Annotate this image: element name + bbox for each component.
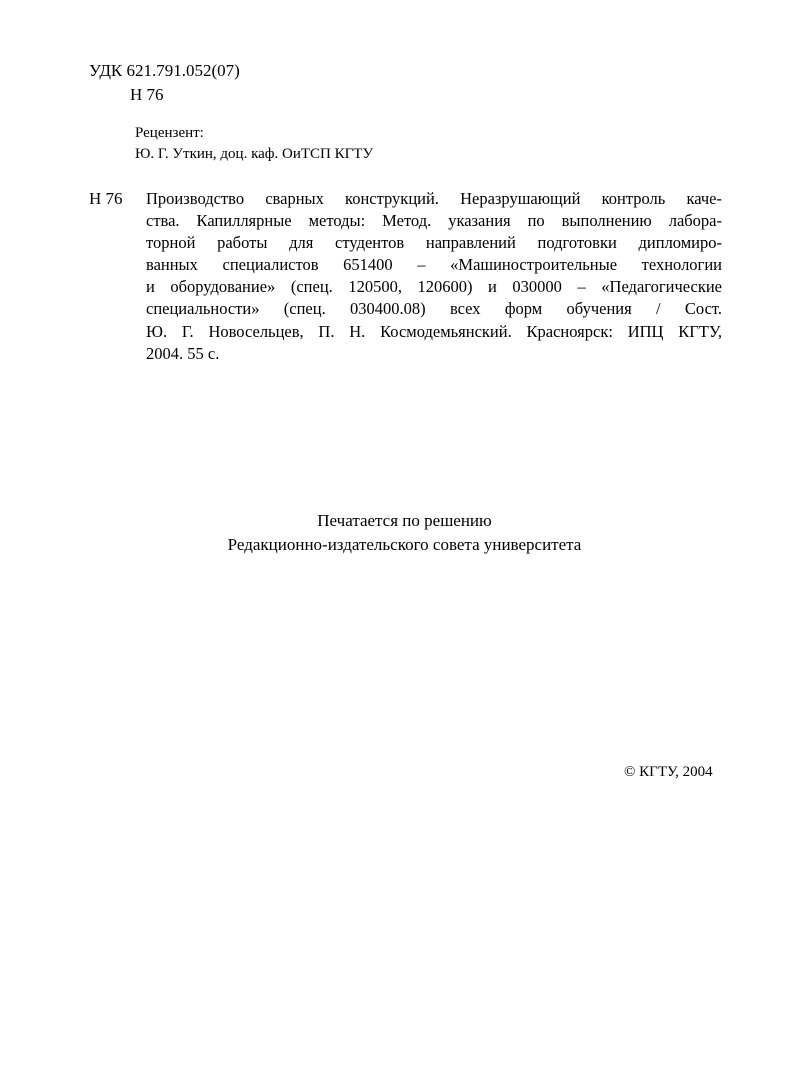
bibliographic-line: Производство сварных конструкций. Неразрушающий контроль каче-: [146, 189, 722, 208]
udk-code: УДК 621.791.052(07): [89, 61, 240, 80]
print-approval-line-1: Печатается по решению: [317, 511, 492, 530]
bibliographic-line: ванных специалистов 651400 – «Машиностроительные технологии: [146, 255, 722, 275]
bibliographic-author-mark: Н 76: [89, 189, 123, 208]
print-approval-notice: [0, 509, 809, 557]
reviewer-label: Рецензент:: [135, 125, 204, 141]
bibliographic-line: 2004. 55 с.: [146, 343, 220, 363]
reviewer-name: Ю. Г. Уткин, доц. каф. ОиТСП КГТУ: [135, 146, 374, 162]
author-mark: Н 76: [130, 85, 164, 104]
print-approval-line-2: Редакционно-издательского совета университета: [227, 535, 582, 554]
bibliographic-line: специальности» (спец. 030400.08) всех форм обучения / Сост.: [146, 299, 722, 319]
bibliographic-description: [146, 188, 722, 365]
bibliographic-line: ства. Капиллярные методы: Метод. указания по выполнению лабора-: [146, 211, 722, 231]
bibliographic-line: торной работы для студентов направлений подготовки дипломиро-: [146, 233, 722, 253]
bibliographic-line: и оборудование» (спец. 120500, 120600) и 030000 – «Педагогические: [146, 277, 722, 297]
bibliographic-line: Ю. Г. Новосельцев, П. Н. Космодемьянский. Красноярск: ИПЦ КГТУ,: [146, 321, 722, 341]
copyright-notice: © КГТУ, 2004: [624, 764, 713, 780]
